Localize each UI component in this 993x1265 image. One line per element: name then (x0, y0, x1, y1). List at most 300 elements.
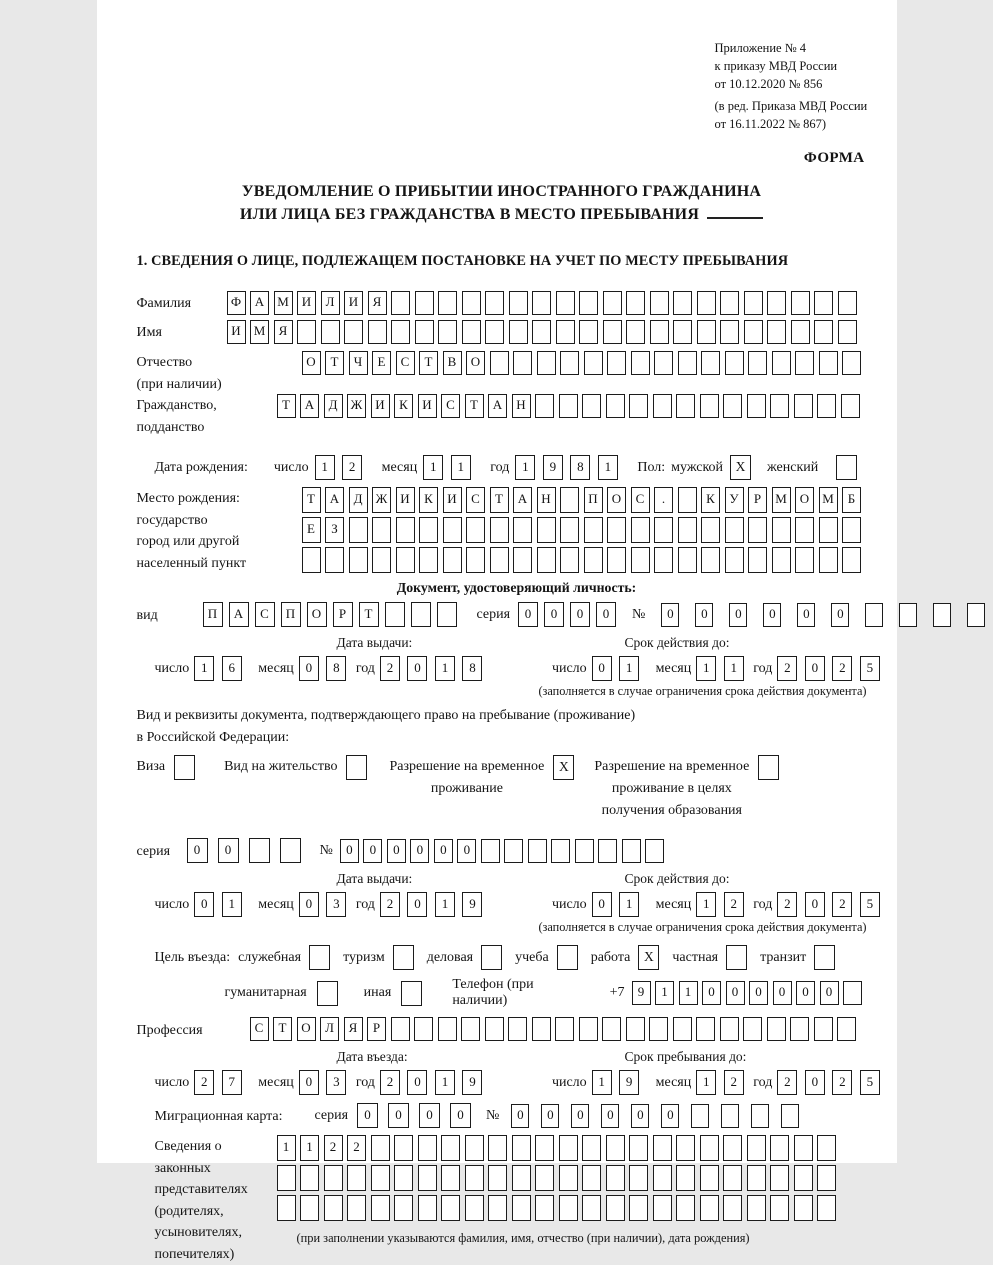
name-char-box[interactable] (509, 320, 528, 344)
birth-place-char-box[interactable]: И (443, 487, 462, 513)
birth-place-char-box[interactable] (819, 517, 838, 543)
birth-place-char-box[interactable] (513, 517, 532, 543)
representative-char-box[interactable] (770, 1195, 789, 1221)
surname-char-box[interactable] (744, 291, 763, 315)
checkbox-male[interactable]: X (730, 455, 751, 480)
surname-char-box[interactable] (556, 291, 575, 315)
profession-char-box[interactable] (626, 1017, 645, 1041)
stay-year-box[interactable]: 2 (777, 1070, 797, 1095)
phone-digit-box[interactable]: 1 (655, 981, 674, 1005)
doc-type-char-box[interactable]: Р (333, 602, 353, 627)
representative-char-box[interactable] (535, 1135, 554, 1161)
representative-char-box[interactable] (723, 1135, 742, 1161)
name-char-box[interactable] (297, 320, 316, 344)
citizenship-char-box[interactable] (559, 394, 578, 418)
profession-char-box[interactable] (579, 1017, 598, 1041)
birth-place-char-box[interactable] (513, 547, 532, 573)
res-issue-year-box[interactable]: 2 (380, 892, 400, 917)
citizenship-char-box[interactable]: Т (465, 394, 484, 418)
patronymic-char-box[interactable]: О (466, 351, 485, 375)
representative-char-box[interactable] (747, 1135, 766, 1161)
doc-type-char-box[interactable]: Т (359, 602, 379, 627)
stay-year-box[interactable]: 5 (860, 1070, 880, 1095)
representative-char-box[interactable] (488, 1195, 507, 1221)
patronymic-char-box[interactable]: Е (372, 351, 391, 375)
birth-place-char-box[interactable] (419, 547, 438, 573)
residence-number-box[interactable]: 0 (387, 839, 406, 863)
birth-day-box[interactable]: 1 (315, 455, 335, 480)
migration-number-box[interactable]: 0 (661, 1104, 679, 1128)
migration-number-box[interactable]: 0 (511, 1104, 529, 1128)
profession-char-box[interactable] (790, 1017, 809, 1041)
name-char-box[interactable] (626, 320, 645, 344)
name-char-box[interactable] (697, 320, 716, 344)
representative-char-box[interactable] (676, 1165, 695, 1191)
birth-place-char-box[interactable] (584, 517, 603, 543)
birth-place-char-box[interactable] (560, 517, 579, 543)
doc-type-char-box[interactable]: О (307, 602, 327, 627)
phone-digit-box[interactable] (843, 981, 862, 1005)
surname-char-box[interactable] (485, 291, 504, 315)
birth-place-char-box[interactable] (678, 487, 697, 513)
representative-char-box[interactable] (347, 1165, 366, 1191)
representative-char-box[interactable] (700, 1195, 719, 1221)
patronymic-char-box[interactable] (701, 351, 720, 375)
migration-number-box[interactable] (691, 1104, 709, 1128)
phone-digit-box[interactable]: 0 (702, 981, 721, 1005)
migration-number-box[interactable] (751, 1104, 769, 1128)
residence-number-box[interactable]: 0 (434, 839, 453, 863)
birth-place-char-box[interactable] (302, 547, 321, 573)
representative-char-box[interactable]: 1 (300, 1135, 319, 1161)
surname-char-box[interactable] (791, 291, 810, 315)
representative-char-box[interactable] (676, 1195, 695, 1221)
citizenship-char-box[interactable]: А (300, 394, 319, 418)
birth-place-char-box[interactable]: С (631, 487, 650, 513)
res-valid-year-box[interactable]: 0 (805, 892, 825, 917)
representative-char-box[interactable] (371, 1135, 390, 1161)
birth-place-char-box[interactable] (537, 517, 556, 543)
name-char-box[interactable] (391, 320, 410, 344)
issue-day-box[interactable]: 6 (222, 656, 242, 681)
phone-digit-box[interactable]: 0 (726, 981, 745, 1005)
profession-char-box[interactable] (532, 1017, 551, 1041)
patronymic-char-box[interactable] (560, 351, 579, 375)
birth-place-char-box[interactable]: М (819, 487, 838, 513)
citizenship-char-box[interactable]: Т (277, 394, 296, 418)
representative-char-box[interactable] (324, 1165, 343, 1191)
representative-char-box[interactable] (465, 1165, 484, 1191)
res-valid-month-box[interactable]: 1 (696, 892, 716, 917)
patronymic-char-box[interactable]: Ч (349, 351, 368, 375)
citizenship-char-box[interactable] (629, 394, 648, 418)
birth-place-char-box[interactable] (607, 517, 626, 543)
birth-place-char-box[interactable] (842, 517, 861, 543)
name-char-box[interactable] (344, 320, 363, 344)
representative-char-box[interactable] (441, 1135, 460, 1161)
birth-place-char-box[interactable] (795, 547, 814, 573)
checkbox-purpose-private[interactable] (726, 945, 747, 970)
representative-char-box[interactable] (277, 1165, 296, 1191)
patronymic-char-box[interactable] (819, 351, 838, 375)
profession-char-box[interactable] (837, 1017, 856, 1041)
birth-place-char-box[interactable]: Д (349, 487, 368, 513)
doc-number-box[interactable] (865, 603, 883, 627)
representative-char-box[interactable] (394, 1135, 413, 1161)
profession-char-box[interactable]: Т (273, 1017, 292, 1041)
entry-year-box[interactable]: 0 (407, 1070, 427, 1095)
profession-char-box[interactable] (508, 1017, 527, 1041)
res-valid-year-box[interactable]: 2 (832, 892, 852, 917)
patronymic-char-box[interactable] (607, 351, 626, 375)
checkbox-visa[interactable] (174, 755, 195, 780)
phone-digit-box[interactable]: 0 (773, 981, 792, 1005)
representative-char-box[interactable] (770, 1135, 789, 1161)
birth-place-char-box[interactable]: Т (302, 487, 321, 513)
birth-place-char-box[interactable]: К (701, 487, 720, 513)
checkbox-residence-permit[interactable] (346, 755, 367, 780)
profession-char-box[interactable] (414, 1017, 433, 1041)
birth-place-char-box[interactable] (678, 517, 697, 543)
representative-char-box[interactable] (418, 1195, 437, 1221)
birth-place-char-box[interactable] (466, 517, 485, 543)
name-char-box[interactable] (321, 320, 340, 344)
representative-char-box[interactable]: 2 (347, 1135, 366, 1161)
profession-char-box[interactable]: Л (320, 1017, 339, 1041)
name-char-box[interactable] (603, 320, 622, 344)
citizenship-char-box[interactable] (747, 394, 766, 418)
residence-number-box[interactable]: 0 (340, 839, 359, 863)
citizenship-char-box[interactable] (582, 394, 601, 418)
entry-day-box[interactable]: 7 (222, 1070, 242, 1095)
citizenship-char-box[interactable] (676, 394, 695, 418)
checkbox-temp-residence[interactable]: X (553, 755, 574, 780)
migration-number-box[interactable] (721, 1104, 739, 1128)
birth-place-char-box[interactable] (396, 547, 415, 573)
representative-char-box[interactable] (488, 1165, 507, 1191)
surname-char-box[interactable]: Л (321, 291, 340, 315)
surname-char-box[interactable]: Ф (227, 291, 246, 315)
surname-char-box[interactable] (462, 291, 481, 315)
residence-number-box[interactable]: 0 (363, 839, 382, 863)
surname-char-box[interactable] (438, 291, 457, 315)
checkbox-purpose-tourism[interactable] (393, 945, 414, 970)
birth-place-char-box[interactable] (772, 547, 791, 573)
representative-char-box[interactable] (488, 1135, 507, 1161)
entry-day-box[interactable]: 2 (194, 1070, 214, 1095)
migration-number-box[interactable]: 0 (601, 1104, 619, 1128)
birth-place-char-box[interactable] (349, 517, 368, 543)
migration-series-box[interactable]: 0 (388, 1103, 409, 1128)
representative-char-box[interactable] (629, 1165, 648, 1191)
citizenship-char-box[interactable]: С (441, 394, 460, 418)
res-valid-month-box[interactable]: 2 (724, 892, 744, 917)
valid-day-box[interactable]: 1 (619, 656, 639, 681)
issue-year-box[interactable]: 8 (462, 656, 482, 681)
surname-char-box[interactable] (673, 291, 692, 315)
issue-year-box[interactable]: 1 (435, 656, 455, 681)
representative-char-box[interactable] (300, 1165, 319, 1191)
surname-char-box[interactable] (532, 291, 551, 315)
doc-type-char-box[interactable] (437, 602, 457, 627)
patronymic-char-box[interactable] (748, 351, 767, 375)
birth-place-char-box[interactable]: Р (748, 487, 767, 513)
birth-year-box[interactable]: 1 (515, 455, 535, 480)
representative-char-box[interactable] (559, 1135, 578, 1161)
birth-place-char-box[interactable] (725, 547, 744, 573)
phone-digit-box[interactable]: 0 (749, 981, 768, 1005)
birth-place-char-box[interactable] (631, 517, 650, 543)
representative-char-box[interactable] (606, 1165, 625, 1191)
patronymic-char-box[interactable] (725, 351, 744, 375)
representative-char-box[interactable] (629, 1135, 648, 1161)
entry-year-box[interactable]: 1 (435, 1070, 455, 1095)
doc-type-char-box[interactable]: П (203, 602, 223, 627)
stay-year-box[interactable]: 0 (805, 1070, 825, 1095)
name-char-box[interactable] (462, 320, 481, 344)
profession-char-box[interactable]: Р (367, 1017, 386, 1041)
representative-char-box[interactable] (582, 1195, 601, 1221)
profession-char-box[interactable] (438, 1017, 457, 1041)
birth-year-box[interactable]: 1 (598, 455, 618, 480)
representative-char-box[interactable] (700, 1135, 719, 1161)
birth-place-char-box[interactable] (560, 487, 579, 513)
entry-month-box[interactable]: 3 (326, 1070, 346, 1095)
patronymic-char-box[interactable]: Т (325, 351, 344, 375)
representative-char-box[interactable]: 2 (324, 1135, 343, 1161)
surname-char-box[interactable] (767, 291, 786, 315)
patronymic-char-box[interactable]: Т (419, 351, 438, 375)
surname-char-box[interactable]: А (250, 291, 269, 315)
birth-place-char-box[interactable] (725, 517, 744, 543)
name-char-box[interactable] (814, 320, 833, 344)
res-valid-day-box[interactable]: 0 (592, 892, 612, 917)
patronymic-char-box[interactable] (513, 351, 532, 375)
citizenship-char-box[interactable] (723, 394, 742, 418)
representative-char-box[interactable] (794, 1135, 813, 1161)
birth-place-char-box[interactable] (349, 547, 368, 573)
name-char-box[interactable] (838, 320, 857, 344)
citizenship-char-box[interactable]: Н (512, 394, 531, 418)
profession-char-box[interactable] (555, 1017, 574, 1041)
doc-type-char-box[interactable]: С (255, 602, 275, 627)
checkbox-purpose-humanitarian[interactable] (317, 981, 338, 1006)
patronymic-char-box[interactable] (631, 351, 650, 375)
patronymic-char-box[interactable] (842, 351, 861, 375)
birth-place-char-box[interactable]: К (419, 487, 438, 513)
representative-char-box[interactable] (817, 1195, 836, 1221)
res-issue-month-box[interactable]: 3 (326, 892, 346, 917)
birth-place-char-box[interactable] (795, 517, 814, 543)
representative-char-box[interactable] (347, 1195, 366, 1221)
name-char-box[interactable] (720, 320, 739, 344)
birth-place-char-box[interactable] (607, 547, 626, 573)
profession-char-box[interactable] (461, 1017, 480, 1041)
profession-char-box[interactable] (485, 1017, 504, 1041)
res-issue-year-box[interactable]: 1 (435, 892, 455, 917)
migration-number-box[interactable] (781, 1104, 799, 1128)
birth-place-char-box[interactable] (654, 547, 673, 573)
representative-char-box[interactable] (653, 1135, 672, 1161)
stay-day-box[interactable]: 9 (619, 1070, 639, 1095)
issue-month-box[interactable]: 8 (326, 656, 346, 681)
res-issue-day-box[interactable]: 0 (194, 892, 214, 917)
checkbox-female[interactable] (836, 455, 857, 480)
representative-char-box[interactable] (747, 1195, 766, 1221)
birth-place-char-box[interactable] (372, 517, 391, 543)
doc-number-box[interactable] (967, 603, 985, 627)
name-char-box[interactable] (556, 320, 575, 344)
profession-char-box[interactable]: О (297, 1017, 316, 1041)
doc-number-box[interactable]: 0 (695, 603, 713, 627)
representative-char-box[interactable] (418, 1135, 437, 1161)
surname-char-box[interactable]: И (297, 291, 316, 315)
birth-place-char-box[interactable]: Б (842, 487, 861, 513)
representative-char-box[interactable] (770, 1165, 789, 1191)
profession-char-box[interactable] (602, 1017, 621, 1041)
birth-place-char-box[interactable] (584, 547, 603, 573)
doc-number-box[interactable] (899, 603, 917, 627)
birth-place-char-box[interactable] (748, 547, 767, 573)
citizenship-char-box[interactable] (770, 394, 789, 418)
doc-series-box[interactable]: 0 (596, 602, 616, 627)
doc-number-box[interactable]: 0 (729, 603, 747, 627)
surname-char-box[interactable] (720, 291, 739, 315)
checkbox-purpose-work[interactable]: X (638, 945, 659, 970)
patronymic-char-box[interactable] (795, 351, 814, 375)
citizenship-char-box[interactable]: А (488, 394, 507, 418)
birth-place-char-box[interactable]: Е (302, 517, 321, 543)
representative-char-box[interactable] (277, 1195, 296, 1221)
birth-place-char-box[interactable]: Н (537, 487, 556, 513)
birth-place-char-box[interactable] (819, 547, 838, 573)
valid-year-box[interactable]: 0 (805, 656, 825, 681)
valid-month-box[interactable]: 1 (724, 656, 744, 681)
citizenship-char-box[interactable] (794, 394, 813, 418)
doc-type-char-box[interactable] (411, 602, 431, 627)
valid-year-box[interactable]: 2 (832, 656, 852, 681)
patronymic-char-box[interactable] (584, 351, 603, 375)
phone-digit-box[interactable]: 1 (679, 981, 698, 1005)
phone-digit-box[interactable]: 0 (796, 981, 815, 1005)
surname-char-box[interactable] (579, 291, 598, 315)
representative-char-box[interactable] (394, 1195, 413, 1221)
patronymic-char-box[interactable]: В (443, 351, 462, 375)
representative-char-box[interactable] (817, 1165, 836, 1191)
representative-char-box[interactable] (371, 1195, 390, 1221)
patronymic-char-box[interactable] (490, 351, 509, 375)
stay-day-box[interactable]: 1 (592, 1070, 612, 1095)
representative-char-box[interactable] (441, 1195, 460, 1221)
representative-char-box[interactable] (794, 1165, 813, 1191)
res-issue-day-box[interactable]: 1 (222, 892, 242, 917)
representative-char-box[interactable] (676, 1135, 695, 1161)
residence-number-box[interactable]: 0 (457, 839, 476, 863)
issue-month-box[interactable]: 0 (299, 656, 319, 681)
representative-char-box[interactable] (629, 1195, 648, 1221)
profession-char-box[interactable] (814, 1017, 833, 1041)
name-char-box[interactable] (650, 320, 669, 344)
checkbox-purpose-study[interactable] (557, 945, 578, 970)
representative-char-box[interactable] (300, 1195, 319, 1221)
representative-char-box[interactable] (723, 1165, 742, 1191)
profession-char-box[interactable] (673, 1017, 692, 1041)
stay-month-box[interactable]: 2 (724, 1070, 744, 1095)
doc-series-box[interactable]: 0 (544, 602, 564, 627)
citizenship-char-box[interactable] (653, 394, 672, 418)
res-issue-year-box[interactable]: 9 (462, 892, 482, 917)
valid-year-box[interactable]: 5 (860, 656, 880, 681)
birth-place-char-box[interactable] (325, 547, 344, 573)
representative-char-box[interactable] (418, 1165, 437, 1191)
representative-char-box[interactable] (582, 1135, 601, 1161)
name-char-box[interactable] (744, 320, 763, 344)
birth-place-char-box[interactable] (443, 517, 462, 543)
migration-number-box[interactable]: 0 (541, 1104, 559, 1128)
representative-char-box[interactable] (394, 1165, 413, 1191)
birth-place-char-box[interactable] (654, 517, 673, 543)
valid-month-box[interactable]: 1 (696, 656, 716, 681)
residence-number-box[interactable] (598, 839, 617, 863)
entry-year-box[interactable]: 2 (380, 1070, 400, 1095)
profession-char-box[interactable] (391, 1017, 410, 1041)
profession-char-box[interactable] (649, 1017, 668, 1041)
representative-char-box[interactable] (371, 1165, 390, 1191)
residence-series-box[interactable] (280, 838, 301, 863)
birth-place-char-box[interactable] (748, 517, 767, 543)
profession-char-box[interactable] (720, 1017, 739, 1041)
checkbox-purpose-official[interactable] (309, 945, 330, 970)
citizenship-char-box[interactable]: И (371, 394, 390, 418)
surname-char-box[interactable]: М (274, 291, 293, 315)
patronymic-char-box[interactable] (537, 351, 556, 375)
representative-char-box[interactable] (700, 1165, 719, 1191)
birth-year-box[interactable]: 9 (543, 455, 563, 480)
birth-place-char-box[interactable]: Ж (372, 487, 391, 513)
birth-place-char-box[interactable]: А (325, 487, 344, 513)
res-valid-day-box[interactable]: 1 (619, 892, 639, 917)
checkbox-purpose-other[interactable] (401, 981, 422, 1006)
citizenship-char-box[interactable] (700, 394, 719, 418)
patronymic-char-box[interactable] (678, 351, 697, 375)
checkbox-purpose-transit[interactable] (814, 945, 835, 970)
name-char-box[interactable] (579, 320, 598, 344)
valid-day-box[interactable]: 0 (592, 656, 612, 681)
citizenship-char-box[interactable] (841, 394, 860, 418)
doc-type-char-box[interactable]: П (281, 602, 301, 627)
phone-digit-box[interactable]: 0 (820, 981, 839, 1005)
birth-place-char-box[interactable]: О (795, 487, 814, 513)
birth-place-char-box[interactable] (490, 547, 509, 573)
representative-char-box[interactable] (535, 1165, 554, 1191)
surname-char-box[interactable]: И (344, 291, 363, 315)
surname-char-box[interactable] (626, 291, 645, 315)
residence-number-box[interactable] (551, 839, 570, 863)
birth-place-char-box[interactable] (842, 547, 861, 573)
citizenship-char-box[interactable] (606, 394, 625, 418)
issue-day-box[interactable]: 1 (194, 656, 214, 681)
res-valid-year-box[interactable]: 2 (777, 892, 797, 917)
representative-char-box[interactable] (441, 1165, 460, 1191)
residence-number-box[interactable] (575, 839, 594, 863)
representative-char-box[interactable] (559, 1195, 578, 1221)
entry-month-box[interactable]: 0 (299, 1070, 319, 1095)
representative-char-box[interactable] (794, 1195, 813, 1221)
stay-year-box[interactable]: 2 (832, 1070, 852, 1095)
profession-char-box[interactable] (696, 1017, 715, 1041)
migration-series-box[interactable]: 0 (450, 1103, 471, 1128)
birth-place-char-box[interactable] (372, 547, 391, 573)
